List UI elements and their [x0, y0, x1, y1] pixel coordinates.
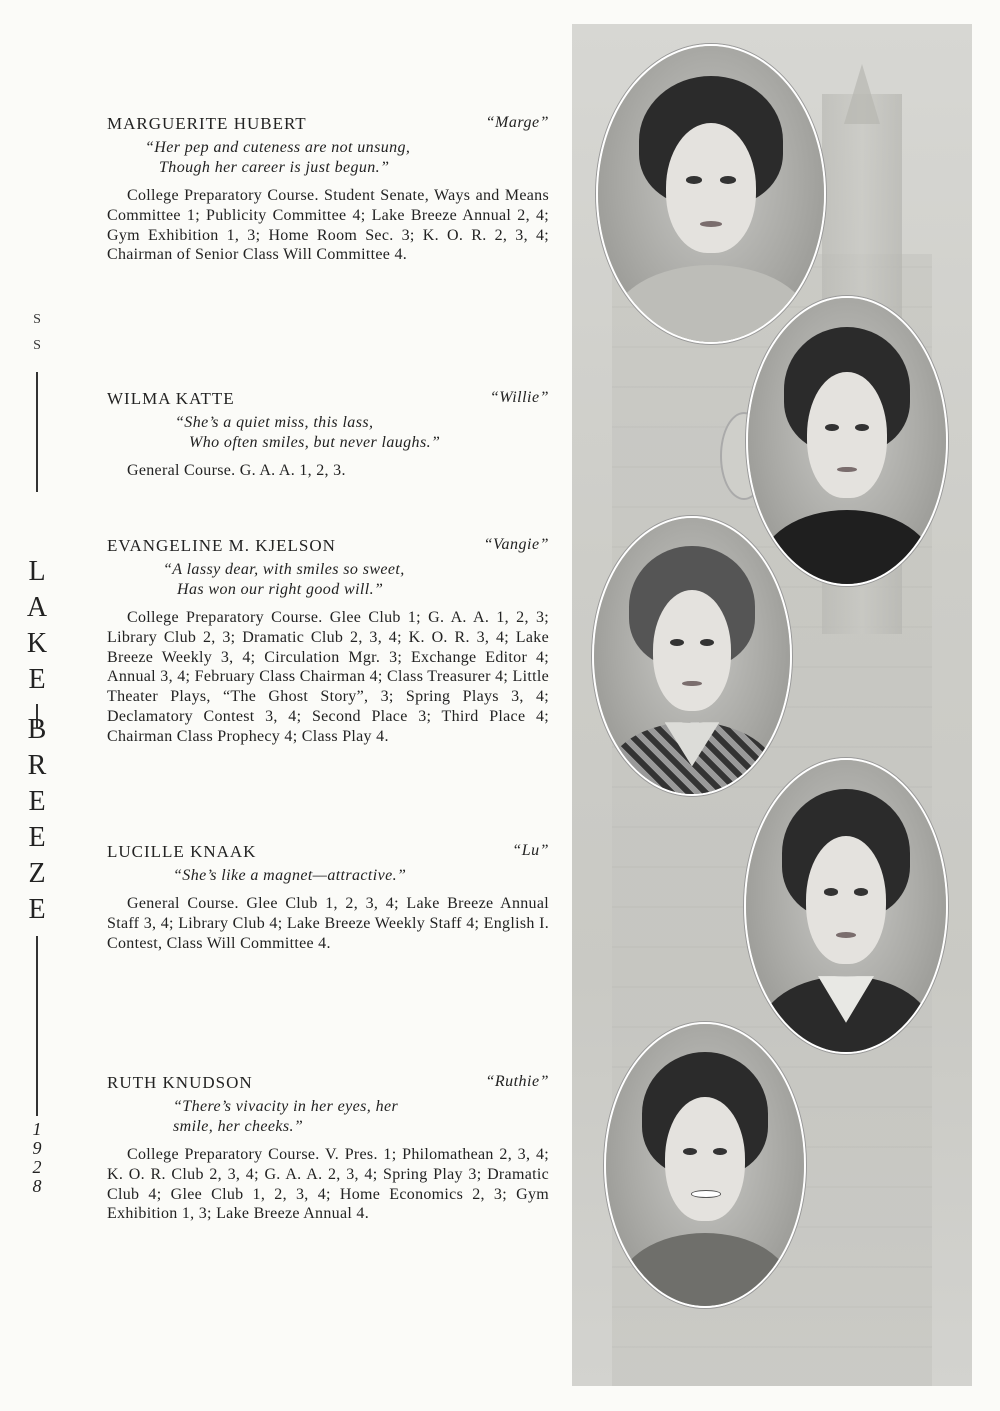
quote-line: “She’s like a magnet—attractive.” — [173, 867, 407, 884]
student-entry — [107, 1073, 549, 1224]
student-activities: General Course. Glee Club 1, 2, 3, 4; Lake Breeze Annual Staff 3, 4; Library Club 4; Lake Breeze Weekly Staff 4; English I. Contest, Class Will Committee 4. — [107, 895, 549, 952]
entry-header — [107, 1073, 549, 1095]
student-entry — [107, 389, 549, 481]
side-year-digit: 8 — [32, 1176, 42, 1196]
side-top-mark: S — [33, 312, 41, 327]
student-portrait — [744, 758, 948, 1054]
student-nickname: “Lu” — [512, 842, 549, 859]
entry-header — [107, 114, 549, 136]
side-rule — [36, 372, 38, 492]
side-letter: E — [28, 894, 46, 925]
photo-panel — [572, 24, 972, 1386]
side-word-breeze — [22, 712, 52, 928]
student-quote — [163, 560, 549, 600]
student-nickname: “Vangie” — [483, 536, 549, 553]
student-entry — [107, 114, 549, 265]
side-letter: R — [27, 750, 47, 781]
student-activities: General Course. G. A. A. 1, 2, 3. — [127, 462, 346, 479]
quote-line: “A lassy dear, with smiles so sweet, — [163, 561, 405, 578]
side-letter: A — [26, 592, 48, 623]
side-letter: E — [28, 664, 46, 695]
student-entry — [107, 842, 549, 953]
side-letter: B — [27, 714, 47, 745]
entry-header — [107, 536, 549, 558]
student-entry — [107, 536, 549, 747]
student-nickname: “Willie” — [489, 389, 549, 406]
side-word-lake — [22, 554, 52, 698]
quote-line: smile, her cheeks.” — [173, 1118, 304, 1135]
side-letter: K — [26, 628, 48, 659]
side-rule — [36, 936, 38, 1116]
side-letter: E — [28, 786, 46, 817]
student-quote — [173, 1097, 549, 1137]
student-activities: College Preparatory Course. Student Senate, Ways and Means Committee 1; Publicity Committee 4; Lake Breeze Annual 2, 4; Gym Exhibition 1, 3; Home Room Sec. 3; K. O. R. 2, 3, 4; Chairman of Senior Class Will Committee 4. — [107, 187, 549, 264]
quote-line: “She’s a quiet miss, this lass, — [175, 414, 374, 431]
student-quote — [173, 866, 549, 886]
student-activities: College Preparatory Course. Glee Club 1; G. A. A. 1, 2, 3; Library Club 2, 3; Dramatic Club 2, 3, 4; K. O. R. 3, 4; Lake Breeze Weekly 3, 4; Circulation Mgr. 3; Exchange Editor 4; Annual 3, 4; February Class Chairman 4; Class Treasurer 4; Little Theater Plays, “The Ghost Story”, 3; Spring Plays 3, 4; Declamatory Contest 3, 4; Second Place 3; Third Place 4; Chairman Class Prophecy 4; Class Play 4. — [107, 609, 549, 745]
quote-line: Has won our right good will.” — [177, 581, 384, 598]
side-top-mark-2: S — [33, 338, 41, 353]
side-letter: Z — [28, 858, 46, 889]
student-quote — [145, 138, 549, 178]
side-year-digit: 1 — [32, 1119, 42, 1139]
student-activities: College Preparatory Course. V. Pres. 1; Philomathean 2, 3, 4; K. O. R. Club 2, 3, 4; G. A. A. 2, 3, 4; Spring Play 3; Dramatic Club 4; Glee Club 1, 2, 3, 4; Home Economics 2, 3; Gym Exhibition 1, 3; Lake Breeze Annual 4. — [107, 1146, 549, 1223]
quote-line: “Her pep and cuteness are not unsung, — [145, 139, 411, 156]
side-letter: E — [28, 822, 46, 853]
student-name: MARGUERITE HUBERT — [107, 114, 307, 133]
quote-line: “There’s vivacity in her eyes, her — [173, 1098, 399, 1115]
side-decoration — [22, 312, 52, 1196]
entry-header — [107, 842, 549, 864]
student-nickname: “Ruthie” — [485, 1073, 549, 1090]
student-name: LUCILLE KNAAK — [107, 842, 257, 861]
student-portrait — [592, 516, 792, 796]
side-year — [22, 1120, 52, 1196]
student-quote — [175, 413, 549, 453]
student-nickname: “Marge” — [485, 114, 549, 131]
side-year-digit: 9 — [32, 1138, 42, 1158]
student-portrait — [604, 1022, 806, 1308]
side-year-digit: 2 — [32, 1157, 42, 1177]
entry-header — [107, 389, 549, 411]
student-name: EVANGELINE M. KJELSON — [107, 536, 336, 555]
student-name: RUTH KNUDSON — [107, 1073, 253, 1092]
quote-line: Who often smiles, but never laughs.” — [189, 434, 441, 451]
student-name: WILMA KATTE — [107, 389, 235, 408]
side-letter: L — [28, 556, 46, 587]
quote-line: Though her career is just begun.” — [159, 159, 390, 176]
